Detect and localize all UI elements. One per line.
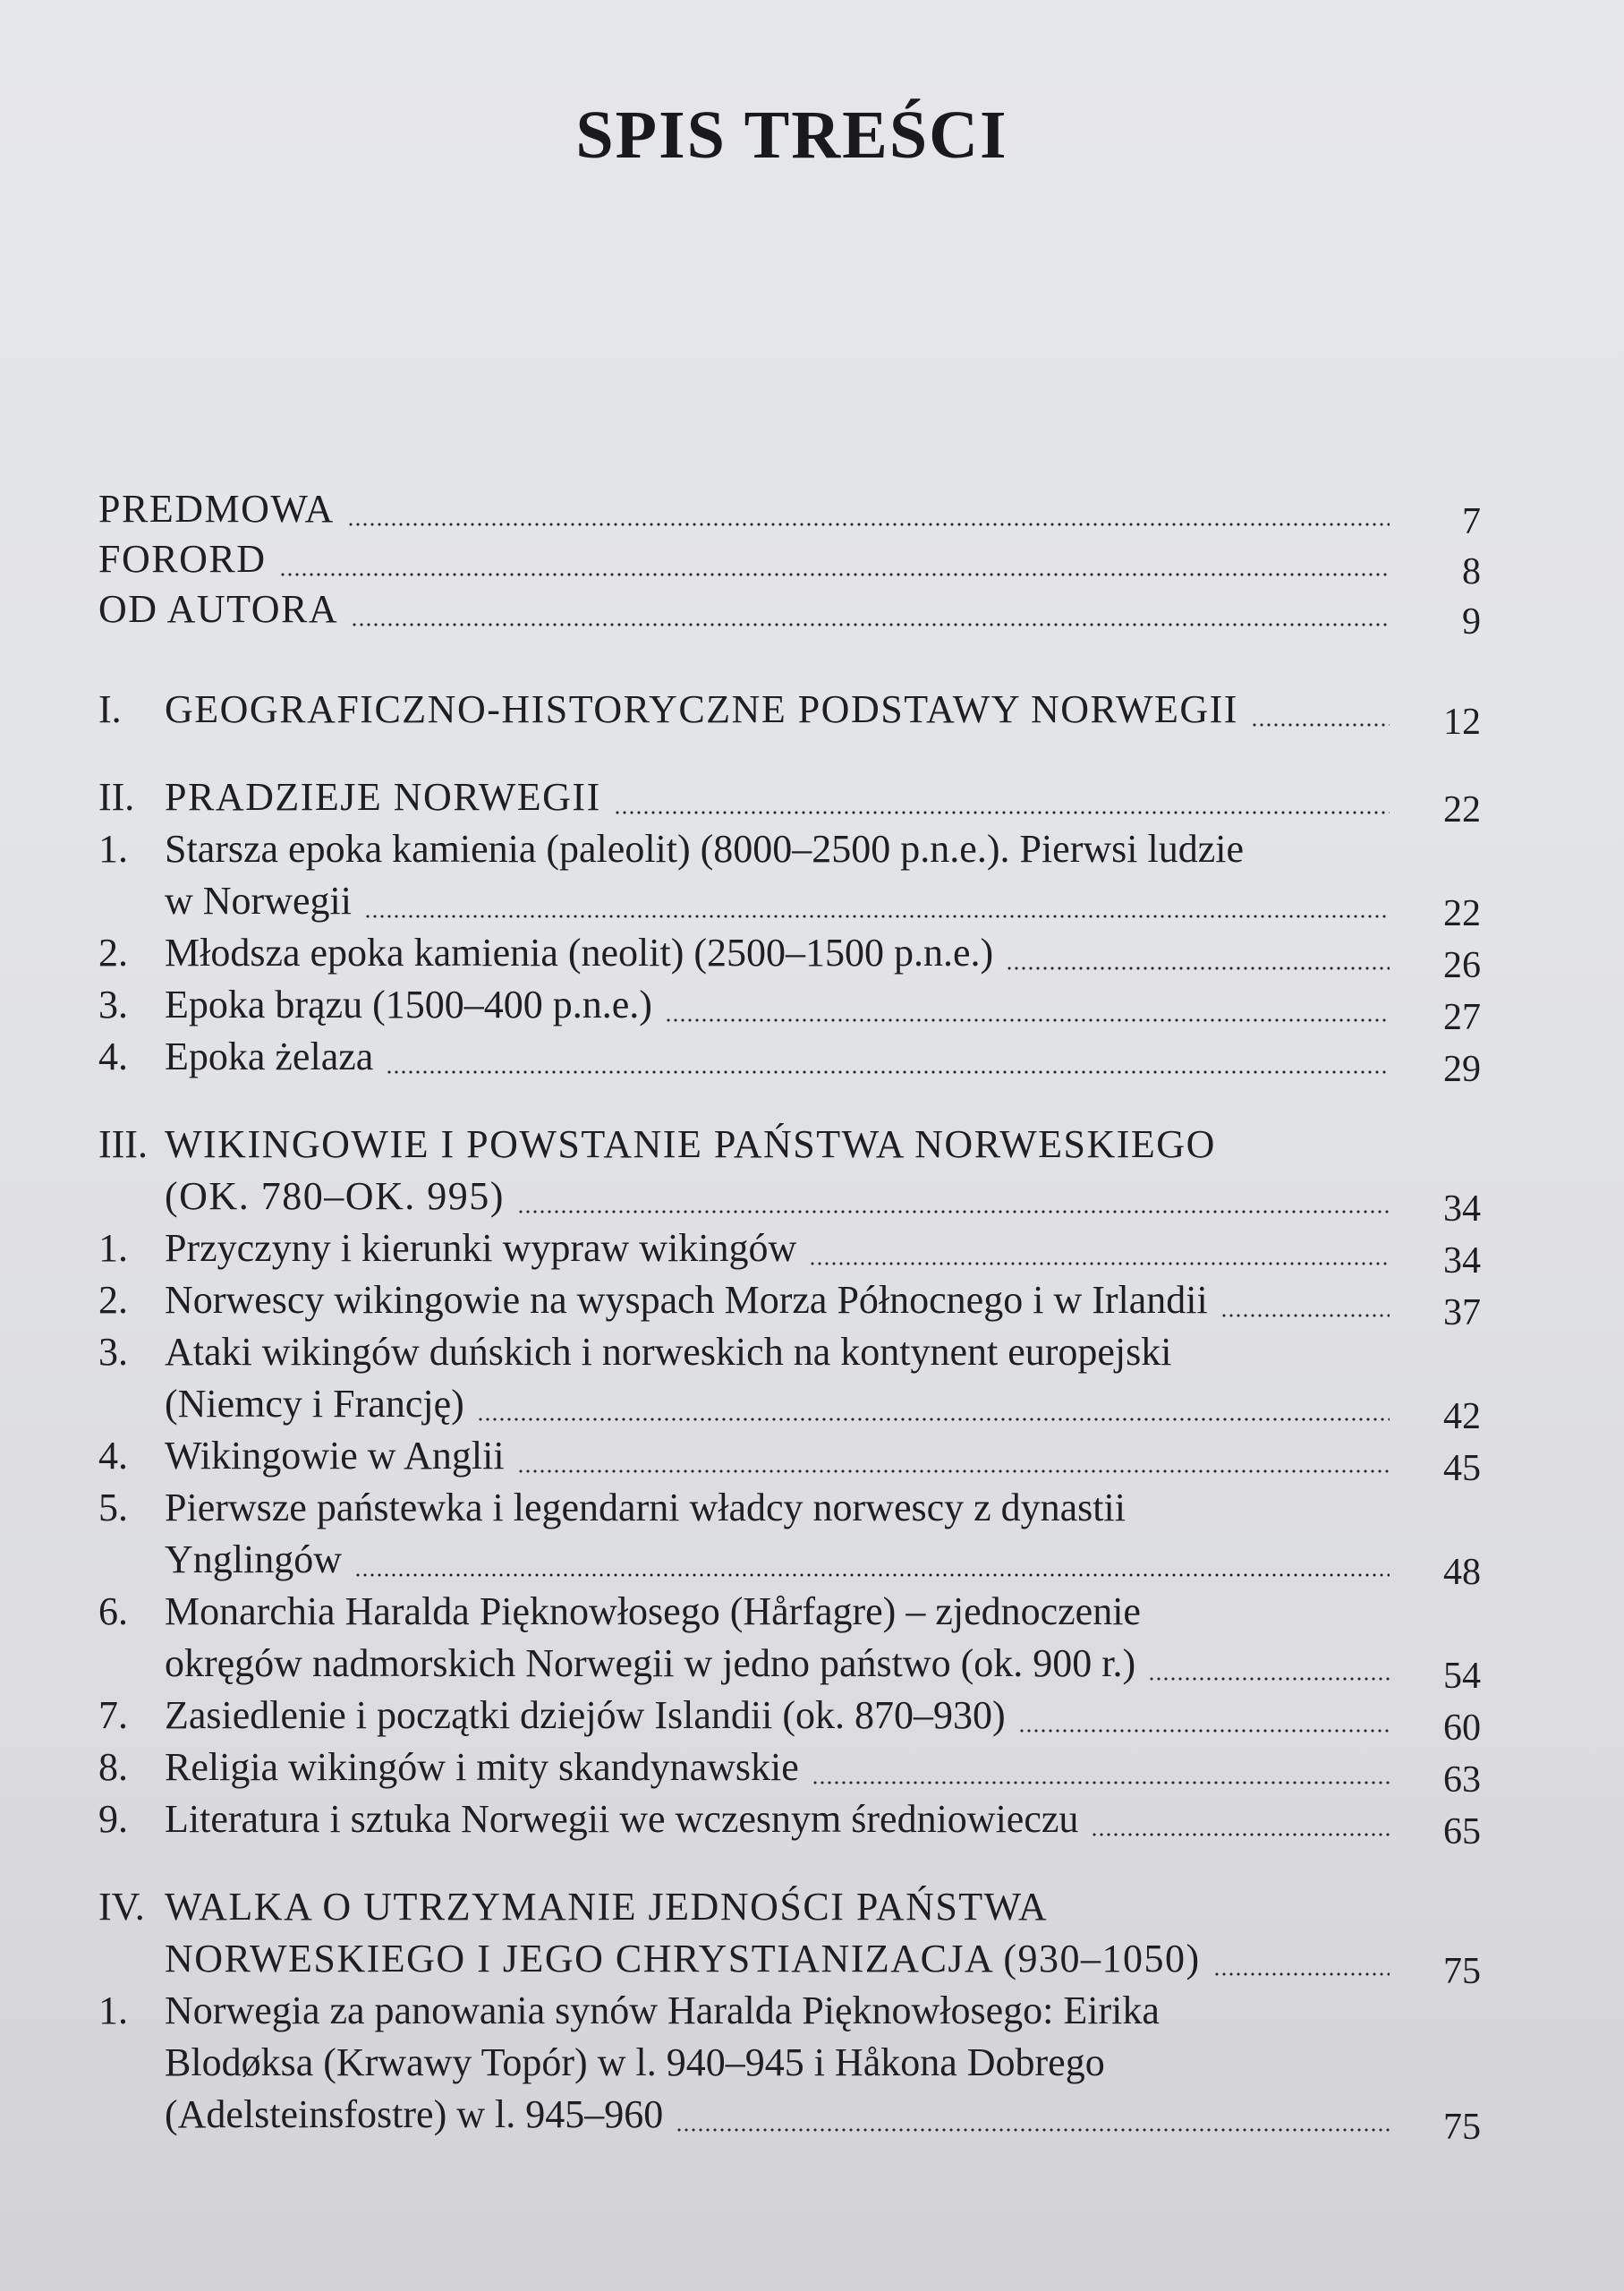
- toc-entry-title: PREDMOWA: [98, 487, 335, 531]
- toc-entry: [98, 927, 1481, 986]
- toc-entry: [98, 1326, 1481, 1378]
- toc-entry-number: 1.: [98, 1226, 128, 1270]
- leader-dots: [614, 811, 1390, 814]
- toc-entry-title: Norwescy wikingowie na wyspach Morza Północnego i w Irlandii: [165, 1278, 1208, 1322]
- leader-dots: [812, 1781, 1390, 1784]
- toc-entry: [98, 583, 1481, 643]
- toc-entry: [98, 1742, 1481, 1801]
- toc-entry-page: 48: [1443, 1552, 1481, 1593]
- toc-entry-page: 75: [1443, 2107, 1481, 2148]
- toc-entry: [98, 1881, 1481, 1933]
- toc-entry-title: (OK. 780–OK. 995): [165, 1174, 505, 1218]
- toc-entry-title: Monarchia Haralda Pięknowłosego (Hårfagre) – zjednoczenie: [165, 1589, 1141, 1633]
- toc-entry-title: WIKINGOWIE I POWSTANIE PAŃSTWA NORWESKIEGO: [165, 1122, 1216, 1166]
- leader-dots: [354, 1573, 1390, 1577]
- leader-dots: [364, 915, 1390, 918]
- toc-entry: [98, 771, 1481, 830]
- toc-entry: [98, 2089, 1481, 2148]
- toc-entry-title: PRADZIEJE NORWEGII: [165, 775, 601, 819]
- page-title: SPIS TREŚCI: [575, 98, 1008, 173]
- toc-entry-title: Przyczyny i kierunki wypraw wikingów: [165, 1226, 797, 1270]
- toc-entry: [98, 1031, 1481, 1090]
- toc-entry-title: Ynglingów: [165, 1537, 342, 1581]
- toc-entry-number: 5.: [98, 1486, 128, 1529]
- toc-entry-page: 34: [1443, 1240, 1481, 1282]
- toc-entry: [98, 1793, 1481, 1852]
- toc-entry: [98, 533, 1481, 592]
- toc-entry: [98, 1430, 1481, 1489]
- toc-entry-page: 63: [1443, 1759, 1481, 1801]
- toc-entry-number: 4.: [98, 1035, 128, 1078]
- toc-entry-title: (Niemcy i Francję): [165, 1382, 464, 1426]
- toc-entry: [98, 979, 1481, 1038]
- toc-entry-title: (Adelsteinsfostre) w l. 945–960: [165, 2092, 664, 2136]
- toc-entry-number: I.: [98, 687, 122, 731]
- leader-dots: [1251, 723, 1390, 727]
- toc-entry-number: IV.: [98, 1885, 145, 1929]
- toc-entry: [98, 1985, 1481, 2037]
- leader-dots: [517, 1210, 1390, 1214]
- toc-entry-number: II.: [98, 775, 135, 819]
- toc-entry-page: 8: [1462, 551, 1481, 592]
- toc-entry-number: 3.: [98, 983, 128, 1026]
- toc-entry: [98, 823, 1481, 875]
- toc-entry-page: 65: [1443, 1811, 1481, 1852]
- leader-dots: [477, 1418, 1390, 1421]
- toc-entry: [98, 684, 1481, 743]
- toc-entry-title: Wikingowie w Anglii: [165, 1434, 505, 1478]
- toc-entry-page: 37: [1443, 1292, 1481, 1333]
- toc-entry-page: 27: [1443, 997, 1481, 1038]
- toc-entry-title: Norwegia za panowania synów Haralda Pięknowłosego: Eirika: [165, 1989, 1160, 2032]
- toc-entry-number: 3.: [98, 1330, 128, 1374]
- toc-entry-page: 60: [1443, 1708, 1481, 1749]
- toc-entry-page: 22: [1443, 789, 1481, 830]
- toc-entry: [98, 1534, 1481, 1593]
- toc-entry: [98, 1222, 1481, 1282]
- toc-entry-title: FORORD: [98, 537, 267, 581]
- toc-entry-title: Religia wikingów i mity skandynawskie: [165, 1745, 799, 1789]
- toc-entry: [98, 2037, 1481, 2089]
- leader-dots: [347, 523, 1390, 526]
- leader-dots: [1091, 1833, 1390, 1836]
- toc-entry-number: 6.: [98, 1589, 128, 1633]
- leader-dots: [1006, 967, 1390, 970]
- toc-entry-page: 26: [1443, 945, 1481, 986]
- toc-entry-number: 1.: [98, 1989, 128, 2032]
- leader-dots: [1148, 1677, 1390, 1681]
- leader-dots: [279, 573, 1390, 576]
- toc-entry-title: GEOGRAFICZNO-HISTORYCZNE PODSTAWY NORWEGII: [165, 687, 1238, 731]
- toc-entry-title: w Norwegii: [165, 879, 352, 923]
- toc-entry: [98, 1690, 1481, 1749]
- toc-entry-number: 1.: [98, 827, 128, 871]
- toc-entry-number: 2.: [98, 1278, 128, 1322]
- leader-dots: [809, 1262, 1390, 1265]
- toc-entry: [98, 875, 1481, 934]
- toc-entry-title: Zasiedlenie i początki dziejów Islandii (ok. 870–930): [165, 1693, 1006, 1737]
- leader-dots: [676, 2128, 1390, 2132]
- leader-dots: [665, 1018, 1390, 1022]
- toc-entry-number: 8.: [98, 1745, 128, 1789]
- toc-entry-number: 7.: [98, 1693, 128, 1737]
- toc-entry-page: 45: [1443, 1448, 1481, 1489]
- toc-entry-number: III.: [98, 1122, 148, 1166]
- toc-entry: [98, 1378, 1481, 1437]
- toc-entry-title: Blodøksa (Krwawy Topór) w l. 940–945 i Håkona Dobrego: [165, 2040, 1105, 2084]
- toc-entry: [98, 1482, 1481, 1534]
- toc-entry-title: Ataki wikingów duńskich i norweskich na kontynent europejski: [165, 1330, 1172, 1374]
- toc-entry-title: OD AUTORA: [98, 587, 339, 631]
- toc-entry-title: Starsza epoka kamienia (paleolit) (8000–2500 p.n.e.). Pierwsi ludzie: [165, 827, 1244, 871]
- toc-entry-title: Literatura i sztuka Norwegii we wczesnym średniowieczu: [165, 1797, 1079, 1841]
- toc-entry-page: 42: [1443, 1396, 1481, 1437]
- toc-entry-page: 7: [1462, 501, 1481, 542]
- leader-dots: [1220, 1314, 1390, 1317]
- toc-entry-page: 29: [1443, 1049, 1481, 1090]
- toc-entry: [98, 1586, 1481, 1638]
- toc-entry-title: NORWESKIEGO I JEGO CHRYSTIANIZACJA (930–1050): [165, 1937, 1201, 1980]
- toc-entry: [98, 1638, 1481, 1697]
- leader-dots: [351, 623, 1390, 626]
- toc-entry: [98, 1119, 1481, 1171]
- toc-entry-page: 34: [1443, 1188, 1481, 1230]
- toc-entry-number: 4.: [98, 1434, 128, 1478]
- toc-entry-number: 9.: [98, 1797, 128, 1841]
- toc-entry-page: 75: [1443, 1951, 1481, 1992]
- toc-entry-page: 9: [1462, 601, 1481, 643]
- leader-dots: [517, 1469, 1390, 1473]
- leader-dots: [1213, 1972, 1390, 1976]
- toc-entry-title: Pierwsze państewka i legendarni władcy norwescy z dynastii: [165, 1486, 1126, 1529]
- toc-entry-title: okręgów nadmorskich Norwegii w jedno państwo (ok. 900 r.): [165, 1641, 1136, 1685]
- toc-entry-title: Epoka brązu (1500–400 p.n.e.): [165, 983, 652, 1026]
- toc-entry-title: WALKA O UTRZYMANIE JEDNOŚCI PAŃSTWA: [165, 1885, 1049, 1929]
- toc-entry: [98, 1274, 1481, 1333]
- toc-entry-page: 22: [1443, 893, 1481, 934]
- toc-entry: [98, 1933, 1481, 1992]
- toc-entry-page: 12: [1443, 702, 1481, 743]
- leader-dots: [386, 1070, 1390, 1074]
- toc-entry: [98, 483, 1481, 542]
- leader-dots: [1018, 1729, 1390, 1733]
- toc-entry: [98, 1171, 1481, 1230]
- toc-entry-title: Epoka żelaza: [165, 1035, 374, 1078]
- toc-entry-page: 54: [1443, 1656, 1481, 1697]
- toc-entry-number: 2.: [98, 931, 128, 975]
- toc-entry-title: Młodsza epoka kamienia (neolit) (2500–1500 p.n.e.): [165, 931, 994, 975]
